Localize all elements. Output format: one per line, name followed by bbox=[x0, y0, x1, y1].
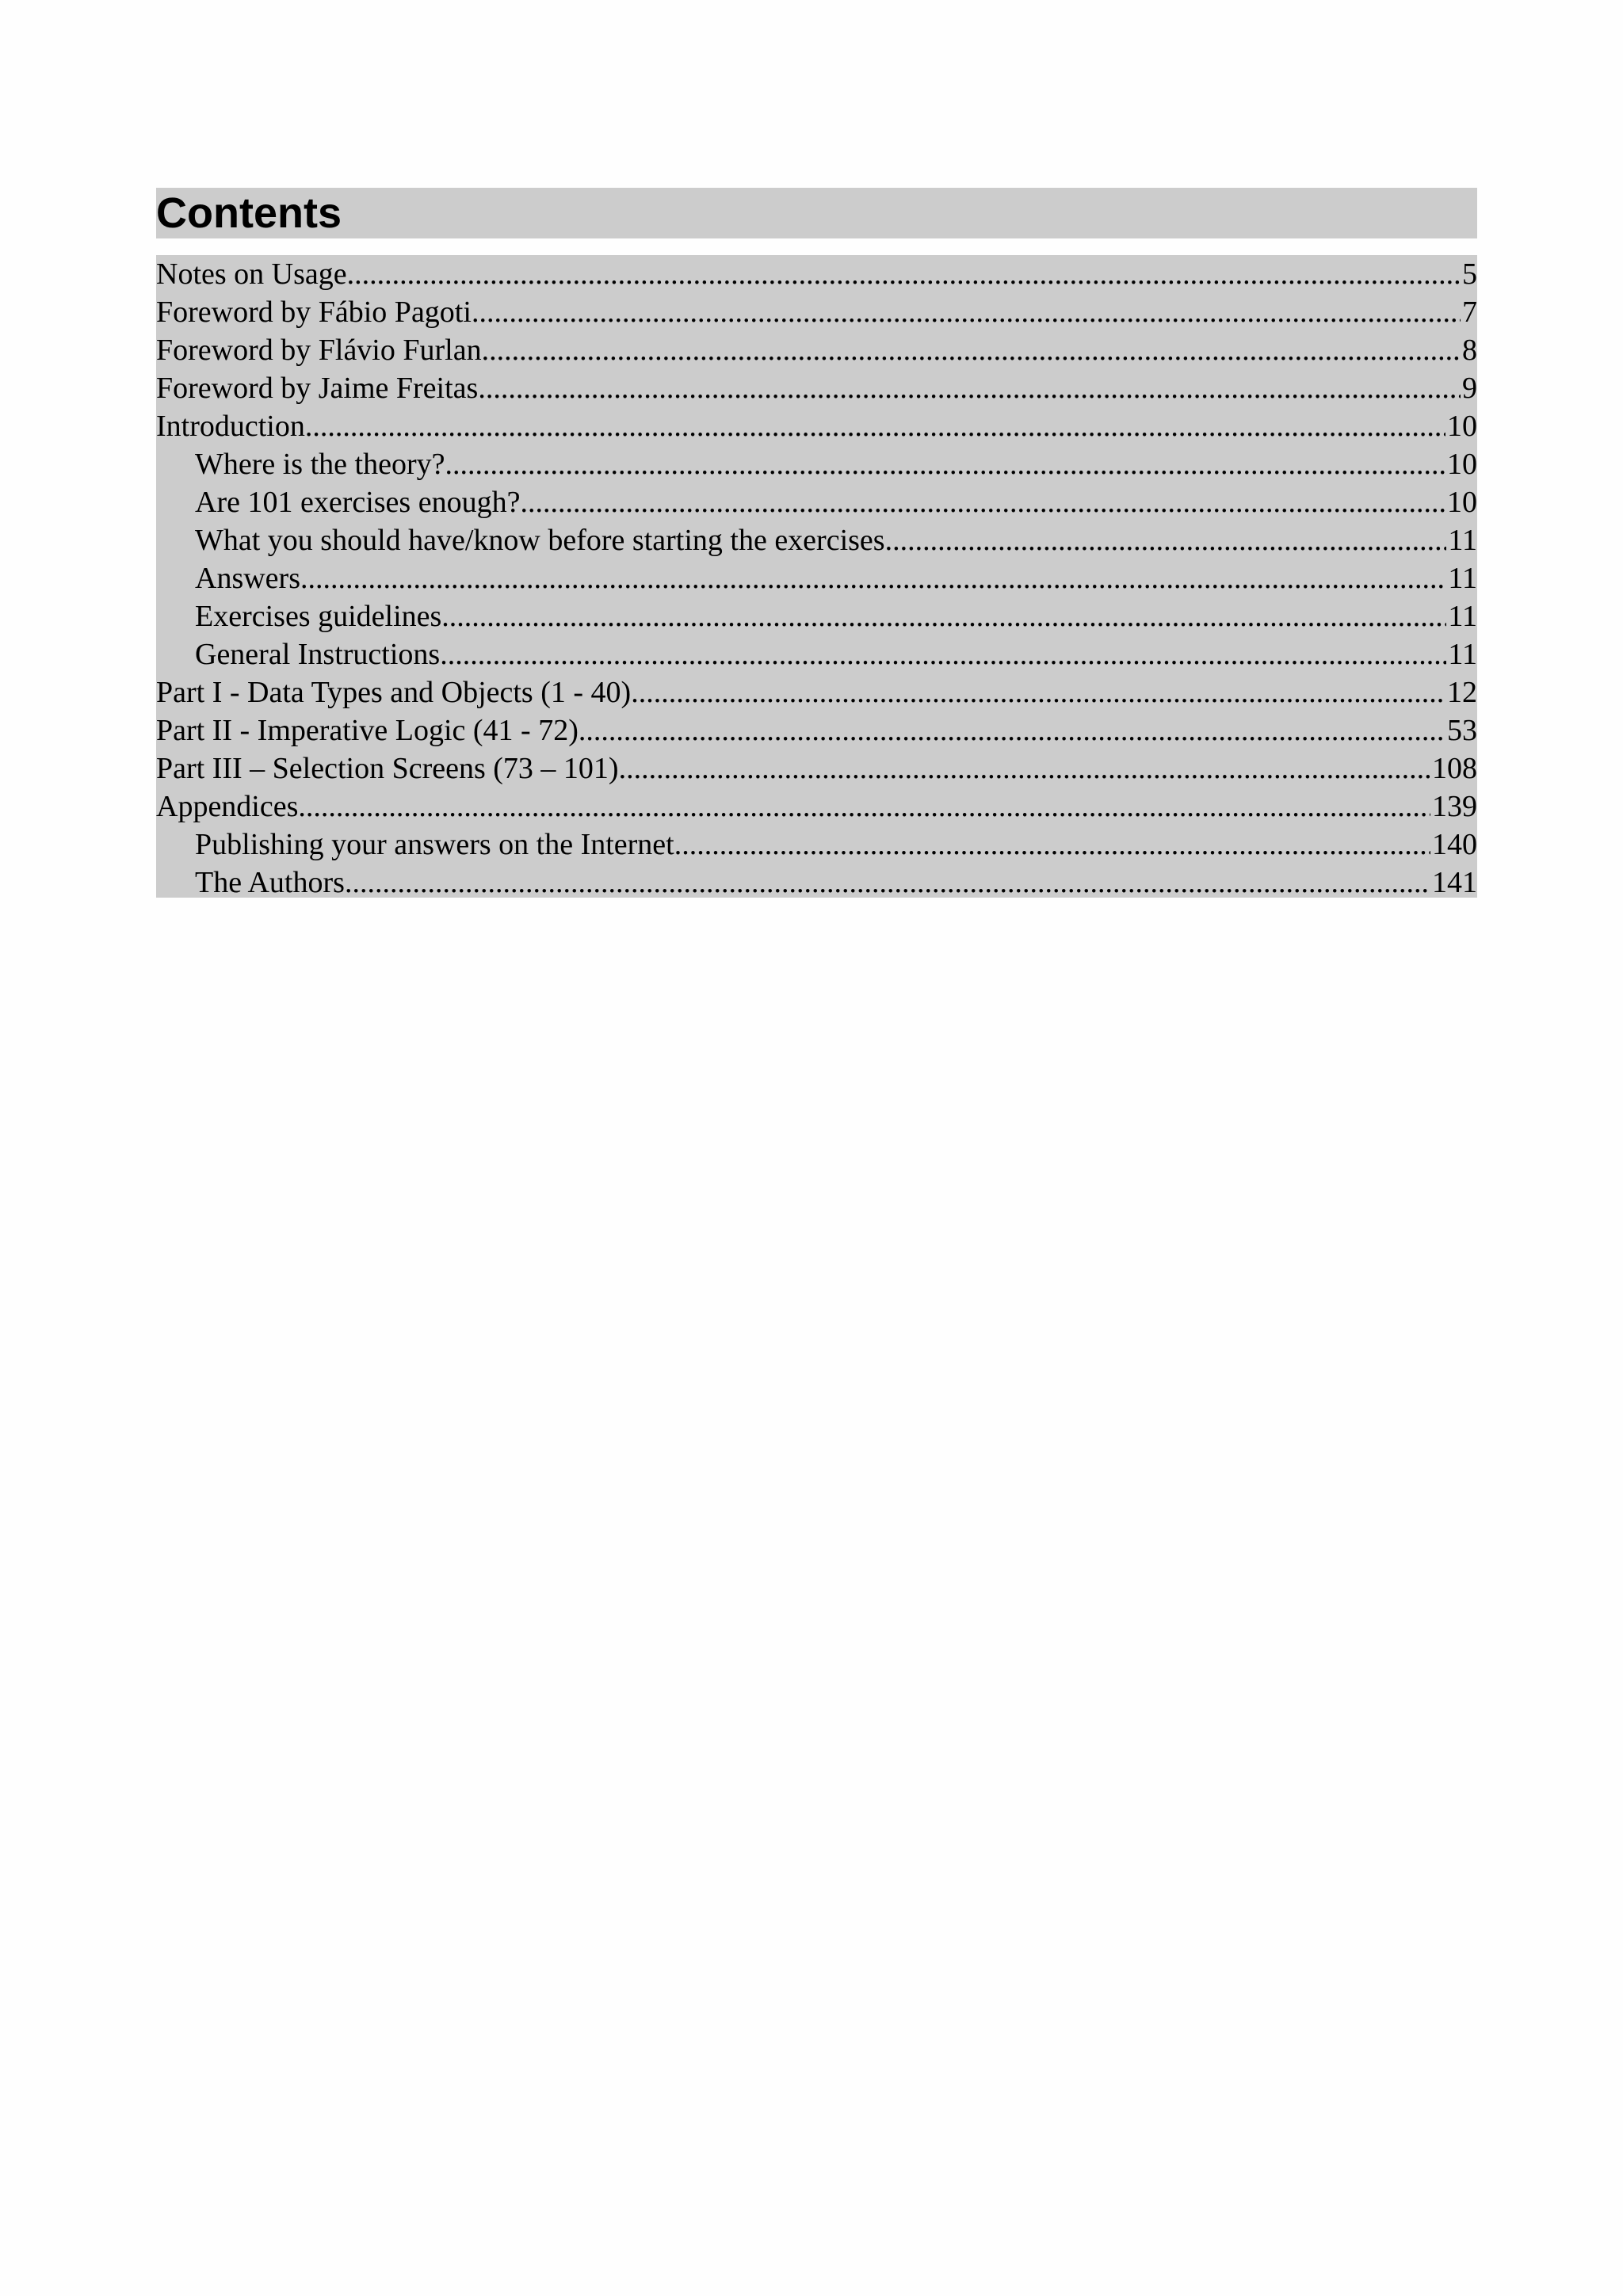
toc-entry-101-exercises[interactable] bbox=[156, 483, 1477, 521]
toc-leader-dots bbox=[305, 407, 1445, 445]
toc-entry-title: Introduction bbox=[156, 410, 305, 443]
toc-leader-dots bbox=[300, 559, 1446, 597]
toc-entry-title: Part I - Data Types and Objects (1 - 40) bbox=[156, 676, 632, 709]
toc-entry-page: 10 bbox=[1447, 486, 1477, 519]
toc-entry-title: Foreword by Flávio Furlan bbox=[156, 334, 482, 367]
toc-entry-title: Exercises guidelines bbox=[195, 600, 442, 633]
toc-entry-general-instructions[interactable] bbox=[156, 635, 1477, 673]
toc-leader-dots bbox=[619, 749, 1430, 788]
toc-entry-publishing-answers[interactable] bbox=[156, 826, 1477, 864]
toc-entry-part-2[interactable] bbox=[156, 711, 1477, 749]
toc-entry-page: 8 bbox=[1462, 334, 1477, 367]
toc-list bbox=[156, 255, 1477, 898]
toc-entry-before-starting[interactable] bbox=[156, 521, 1477, 559]
toc-entry-page: 12 bbox=[1447, 676, 1477, 709]
toc-entry-where-is-theory[interactable] bbox=[156, 445, 1477, 483]
toc-entry-part-1[interactable] bbox=[156, 673, 1477, 711]
toc-entry-introduction[interactable] bbox=[156, 407, 1477, 445]
toc-heading-text: Contents bbox=[156, 189, 342, 237]
toc-entry-appendices[interactable] bbox=[156, 788, 1477, 826]
toc-entry-foreword-furlan[interactable] bbox=[156, 331, 1477, 369]
toc-entry-page: 140 bbox=[1432, 828, 1477, 861]
toc-entry-page: 11 bbox=[1448, 638, 1477, 671]
toc-entry-title: Part III – Selection Screens (73 – 101) bbox=[156, 752, 619, 785]
toc-entry-page: 5 bbox=[1462, 257, 1477, 291]
toc-leader-dots bbox=[472, 293, 1461, 331]
toc-leader-dots bbox=[885, 521, 1447, 559]
toc-heading bbox=[156, 188, 1477, 238]
toc-entry-foreword-freitas[interactable] bbox=[156, 369, 1477, 407]
toc-entry-title: Appendices bbox=[156, 790, 299, 823]
toc-entry-part-3[interactable] bbox=[156, 749, 1477, 788]
toc-leader-dots bbox=[441, 597, 1446, 635]
toc-entry-title: General Instructions bbox=[195, 638, 441, 671]
toc-leader-dots bbox=[674, 826, 1430, 864]
toc-entry-notes-on-usage[interactable] bbox=[156, 255, 1477, 293]
toc-leader-dots bbox=[482, 331, 1461, 369]
toc-entry-title: Foreword by Fábio Pagoti bbox=[156, 296, 472, 329]
toc-entry-title: Publishing your answers on the Internet bbox=[195, 828, 674, 861]
toc-entry-title: The Authors bbox=[195, 866, 345, 899]
toc-entry-page: 10 bbox=[1447, 410, 1477, 443]
toc-entry-title: Where is the theory? bbox=[195, 448, 445, 481]
toc-entry-page: 11 bbox=[1448, 600, 1477, 633]
toc-entry-page: 10 bbox=[1447, 448, 1477, 481]
toc-leader-dots bbox=[579, 711, 1445, 749]
toc-leader-dots bbox=[440, 635, 1446, 673]
toc-leader-dots bbox=[478, 369, 1461, 407]
toc-leader-dots bbox=[631, 673, 1445, 711]
toc-leader-dots bbox=[345, 864, 1430, 902]
toc-entry-page: 11 bbox=[1448, 562, 1477, 595]
toc-entry-title: Answers bbox=[195, 562, 300, 595]
toc-leader-dots bbox=[298, 788, 1430, 826]
toc-leader-dots bbox=[520, 483, 1445, 521]
toc-entry-title: Part II - Imperative Logic (41 - 72) bbox=[156, 714, 579, 747]
toc-leader-dots bbox=[347, 255, 1461, 293]
toc-entry-exercises-guidelines[interactable] bbox=[156, 597, 1477, 635]
toc-leader-dots bbox=[445, 445, 1445, 483]
toc-entry-page: 11 bbox=[1448, 524, 1477, 557]
toc-entry-page: 53 bbox=[1447, 714, 1477, 747]
toc-entry-the-authors[interactable] bbox=[156, 864, 1477, 902]
toc-entry-page: 139 bbox=[1432, 790, 1477, 823]
toc-entry-page: 108 bbox=[1432, 752, 1477, 785]
toc-entry-page: 9 bbox=[1462, 372, 1477, 405]
toc-entry-page: 141 bbox=[1432, 866, 1477, 899]
toc-entry-page: 7 bbox=[1462, 296, 1477, 329]
toc-entry-title: Are 101 exercises enough? bbox=[195, 486, 521, 519]
toc-entry-title: Foreword by Jaime Freitas bbox=[156, 372, 479, 405]
toc-entry-foreword-pagoti[interactable] bbox=[156, 293, 1477, 331]
toc-entry-answers[interactable] bbox=[156, 559, 1477, 597]
toc-entry-title: Notes on Usage bbox=[156, 257, 347, 291]
toc-entry-title: What you should have/know before starting the exercises bbox=[195, 524, 885, 557]
